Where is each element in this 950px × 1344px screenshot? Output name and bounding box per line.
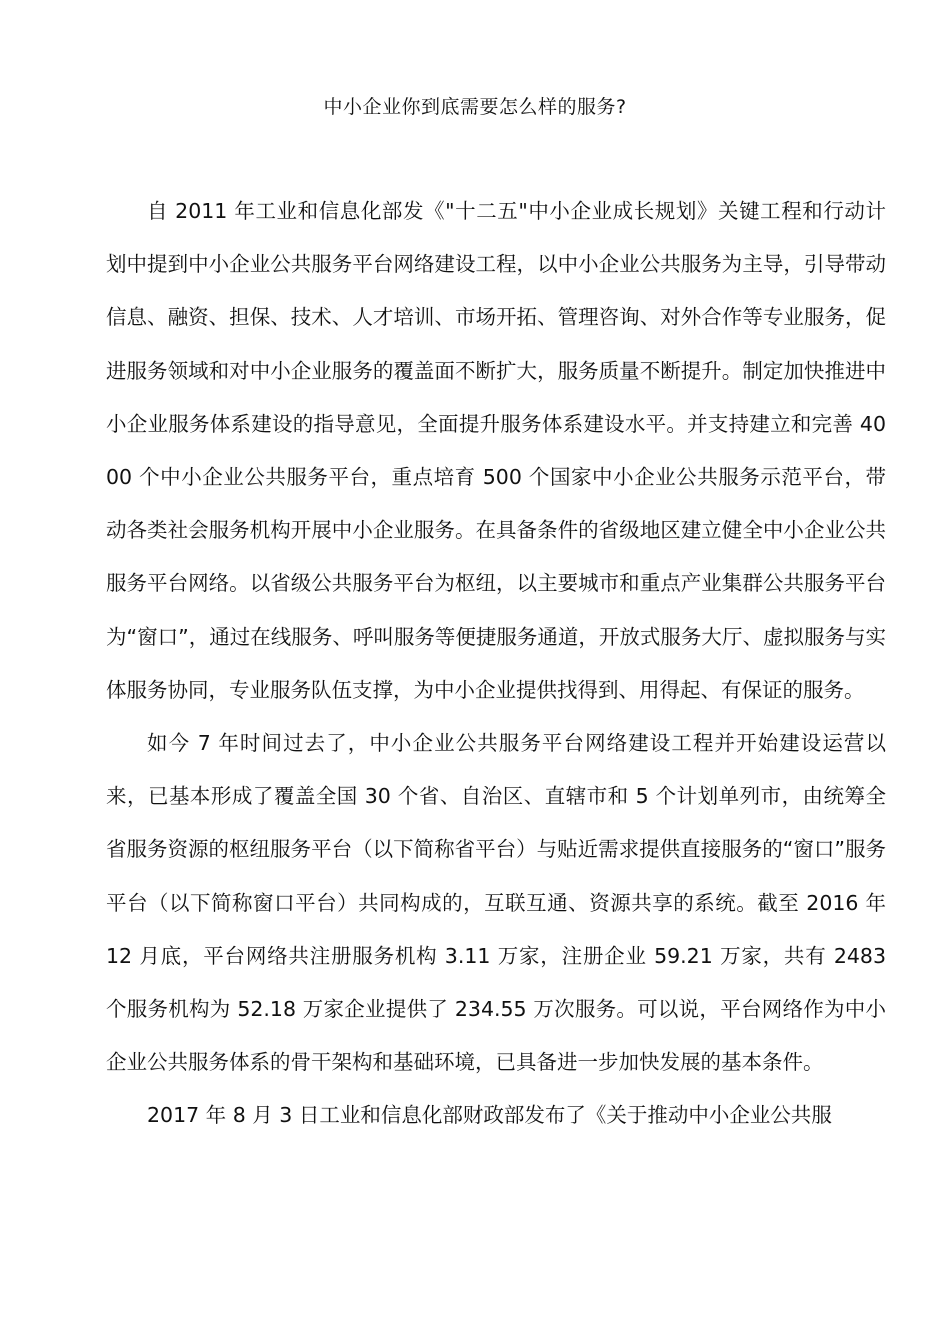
paragraph-3: 2017 年 8 月 3 日工业和信息化部财政部发布了《关于推动中小企业公共服 xyxy=(147,1103,832,1128)
document-title: 中小企业你到底需要怎么样的服务? xyxy=(323,96,627,118)
document-body xyxy=(106,185,886,1143)
paragraph-1: 自 2011 年工业和信息化部发《"十二五"中小企业成长规划》关键工程和行动计划中提到中小企业公共服务平台网络建设工程，以中小企业公共服务为主导，引导带动信息、融资、担保、技术、人才培训、市场开拓、管理咨询、对外合作等专业服务，促进服务领域和对中小企业服务的覆盖面不断扩大，服务质量不断提升。制定加快推进中小企业服务体系建设的指导意见，全面提升服务体系建设水平。并支持建立和完善 4000 个中小企业公共服务平台，重点培育 500 个国家中小企业公共服务示范平台，带动各类社会服务机构开展中小企业服务。在具备条件的省级地区建立健全中小企业公共服务平台网络。以省级公共服务平台为枢纽，以主要城市和重点产业集群公共服务平台为“窗口”，通过在线服务、呼叫服务等便捷服务通道，开放式服务大厅、虚拟服务与实体服务协同，专业服务队伍支撑，为中小企业提供找得到、用得起、有保证的服务。 xyxy=(106,199,886,702)
paragraph-2: 如今 7 年时间过去了，中小企业公共服务平台网络建设工程并开始建设运营以来，已基本形成了覆盖全国 30 个省、自治区、直辖市和 5 个计划单列市，由统筹全省服务资源的枢纽服务平台（以下简称省平台）与贴近需求提供直接服务的“窗口”服务平台（以下简称窗口平台）共同构成的，互联互通、资源共享的系统。截至 2016 年 12 月底，平台网络共注册服务机构 3.11 万家，注册企业 59.21 万家，共有 2483 个服务机构为 52.18 万家企业提供了 234.55 万次服务。可以说，平台网络作为中小企业公共服务体系的骨干架构和基础环境，已具备进一步加快发展的基本条件。 xyxy=(106,731,886,1075)
